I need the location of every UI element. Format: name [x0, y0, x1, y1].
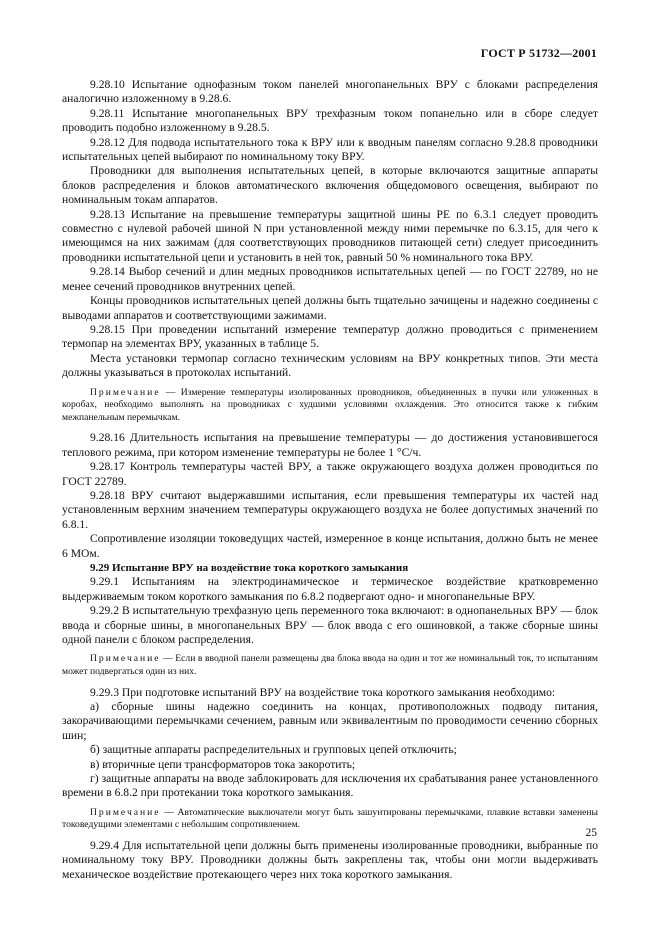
body-paragraph: 9.28.13 Испытание на превышение температуры защитной шины PE по 6.3.1 следует проводить совместно с нулевой рабочей шиной N при установленной между ними перемычке по 6.3.15, для чего к имеющимся на них зажимам (для соответствующих проводников питающей сети) следует присоединить проводники испытательной цепи и установить в ней ток, равный 50 % номинального тока ВРУ.: [62, 207, 598, 264]
body-paragraph: 9.28.15 При проведении испытаний измерение температур должно проводиться с применением термопар на элементах ВРУ, указанных в таблице 5.: [62, 322, 598, 351]
note-text: — Автоматические выключатели могут быть зашунтированы перемычками, плавкие вставки заменены токоведущими элементами с небольшим сопротивлением.: [62, 806, 598, 831]
document-header: ГОСТ Р 51732—2001: [480, 46, 597, 60]
note-paragraph: [62, 387, 598, 425]
body-paragraph: 9.28.17 Контроль температуры частей ВРУ, а также окружающего воздуха должен проводиться по ГОСТ 22789.: [62, 460, 598, 488]
body-paragraph: Места установки термопар согласно техническим условиям на ВРУ конкретных типов. Эти места должны указываться в протоколах испытаний.: [62, 351, 598, 380]
note-text: — Измерение температуры изолированных проводников, объединенных в пучки или уложенных в коробах, необходимо выполнять на проводниках с худшими условиями охлаждения. Это относится также к гибким межпанельным перемычкам.: [62, 386, 598, 423]
body-paragraph: 9.28.10 Испытание однофазным током панелей многопанельных ВРУ с блоками распределения аналогично изложенному в 9.28.6.: [62, 78, 598, 106]
note-paragraph: [62, 807, 598, 832]
note-label: Примечание: [90, 653, 161, 665]
section-heading: 9.29 Испытание ВРУ на воздействие тока короткого замыкания: [90, 561, 409, 574]
body-paragraph: 9.28.16 Длительность испытания на превышение температуры — до достижения установившегося теплового режима, при котором изменение температуры не более 1 °С/ч.: [62, 431, 598, 459]
note-paragraph: [62, 653, 598, 678]
list-item: а) сборные шины надежно соединить на концах, противоположных подводу питания, закорачивающими перемычками сечением, равным или эквивалентным по проводимости сечению сборных шин;: [62, 700, 598, 742]
note-text: — Если в вводной панели размещены два блока ввода на один и тот же номинальный ток, то испытаниям может подвергаться один из них.: [62, 653, 598, 677]
body-paragraph: 9.28.14 Выбор сечений и длин медных проводников испытательных цепей — по ГОСТ 22789, но не менее сечений проводников внутренних цепей.: [62, 265, 598, 293]
list-item: б) защитные аппараты распределительных и групповых цепей отключить;: [90, 743, 457, 757]
document-body: [62, 78, 598, 882]
body-paragraph: 9.28.11 Испытание многопанельных ВРУ трехфазным током попанельно или в сборе следует проводить подобно изложенному в 9.28.5.: [62, 106, 598, 135]
body-paragraph: Сопротивление изоляции токоведущих частей, измеренное в конце испытания, должно быть не менее 6 МОм.: [62, 532, 598, 560]
body-paragraph: 9.28.12 Для подвода испытательного тока к ВРУ или к вводным панелям согласно 9.28.8 проводники испытательных цепей выбирают по номинальному току ВРУ.: [62, 135, 598, 164]
body-paragraph: 9.29.1 Испытаниям на электродинамическое и термическое воздействие кратковременно выдерживаемым током короткого замыкания по 6.8.2 подвергают одно- и многопанельные ВРУ.: [62, 575, 598, 603]
body-paragraph: 9.29.3 При подготовке испытаний ВРУ на воздействие тока короткого замыкания необходимо:: [90, 685, 556, 699]
body-paragraph: 9.29.2 В испытательную трехфазную цепь переменного тока включают: в однопанельных ВРУ — блок ввода и сборные шины, в многопанельных ВРУ — блок ввода с его ошиновкой, а также сборные шины одной панели с блоком распределения.: [62, 604, 598, 646]
body-paragraph: 9.29.4 Для испытательной цепи должны быть применены изолированные проводники, выбранные по номинальному току ВРУ. Проводники должны быть закреплены так, чтобы они могли выдерживать механическое воздействие протекающего через них тока короткого замыкания.: [62, 839, 598, 881]
list-item: в) вторичные цепи трансформаторов тока закоротить;: [90, 757, 356, 771]
list-item: г) защитные аппараты на вводе заблокировать для исключения их срабатывания ранее установленного времени в 6.8.2 при протекании тока короткого замыкания.: [62, 772, 598, 800]
body-paragraph: Концы проводников испытательных цепей должны быть тщательно зачищены и надежно соединены с выводами аппаратов и соответствующими зажимами.: [62, 294, 598, 322]
page-number: 25: [585, 827, 597, 839]
body-paragraph: Проводники для выполнения испытательных цепей, в которые включаются защитные аппараты блоков распределения и блоков автоматического включения общедомового освещения, выбирают по номинальным токам аппаратов.: [62, 164, 598, 207]
body-paragraph: 9.28.18 ВРУ считают выдержавшими испытания, если превышения температуры их частей над установленным верхним значением температуры окружающего воздуха не более допустимых значений по 6.8.1.: [62, 488, 598, 531]
note-label: Примечание: [90, 386, 161, 398]
note-label: Примечание: [90, 806, 161, 818]
